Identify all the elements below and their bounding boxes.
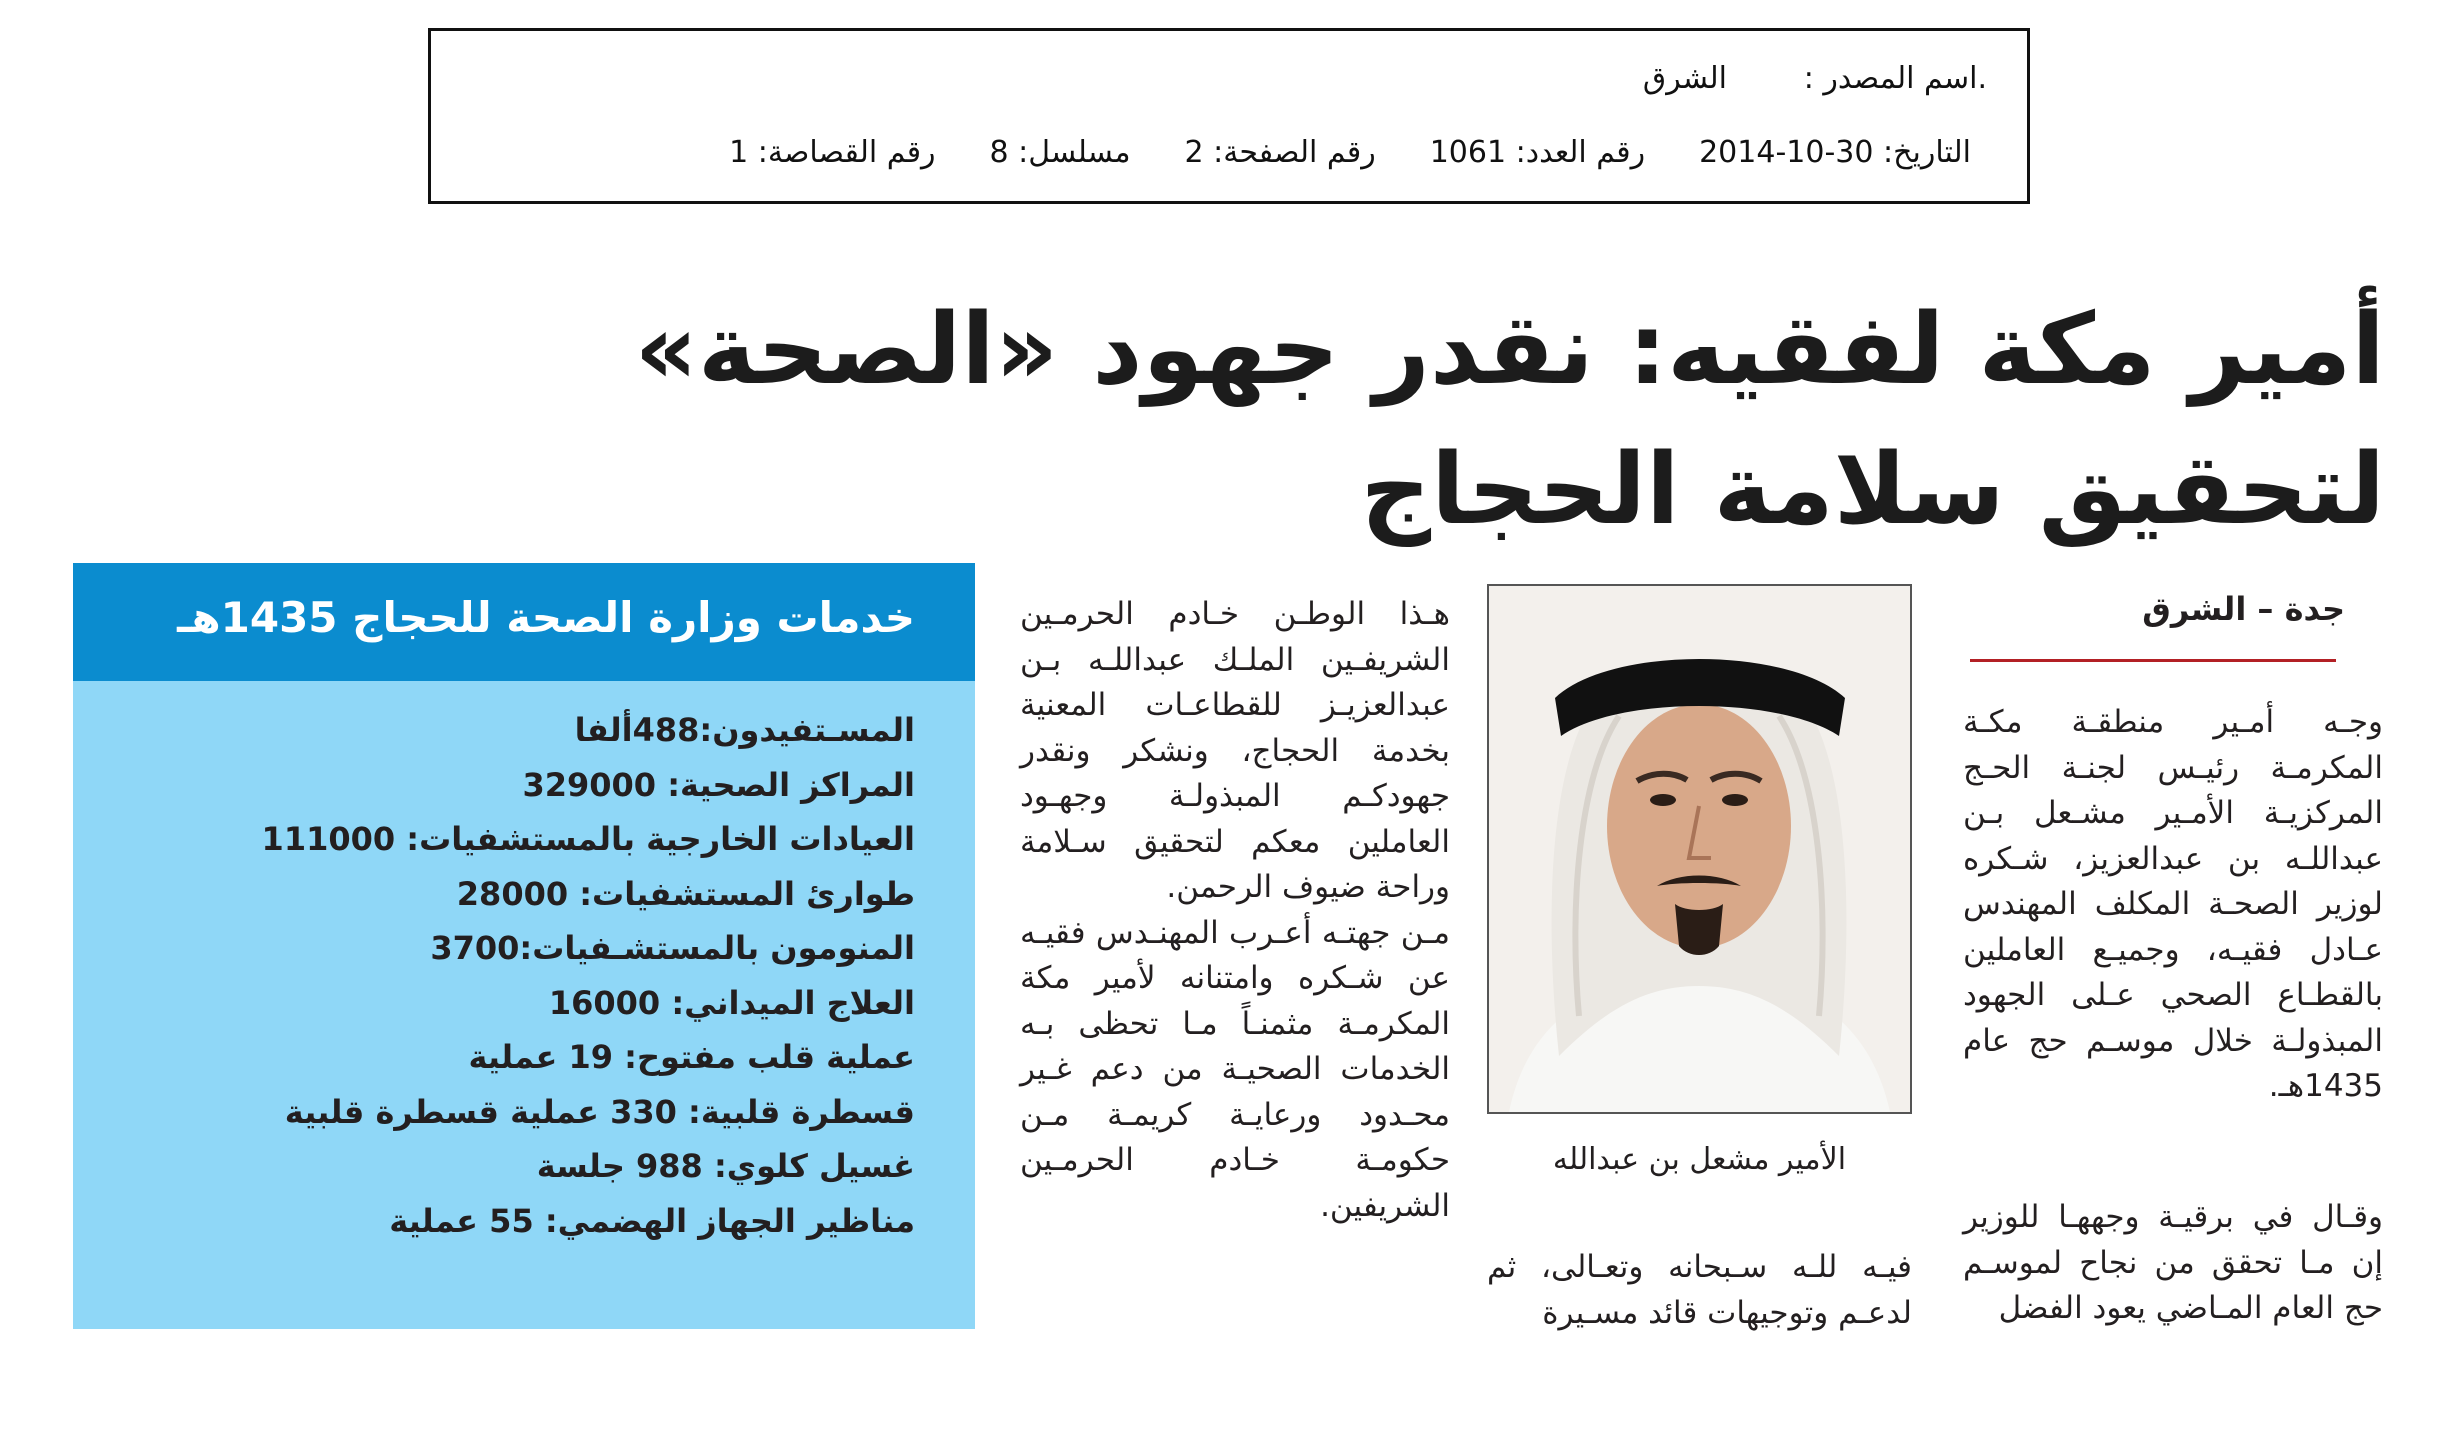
- stat-item: المنومون بالمستشـفيات:3700: [430, 929, 915, 967]
- infobox-title: خدمات وزارة الصحة للحجاج 1435هـ: [177, 593, 915, 642]
- stat-item: المراكز الصحية: 329000: [522, 765, 915, 804]
- column-2-text: فيـه للـه سـبحانه وتعـالى، ثم لدعـم وتوجيهات قائد مسـيرة: [1487, 1249, 1912, 1331]
- page-field: رقم الصفحة: 2: [1184, 135, 1376, 170]
- byline-divider: [1970, 659, 2336, 662]
- portrait-photo: [1487, 584, 1912, 1114]
- stat-item: المسـتفيدون:488ألفا: [574, 711, 915, 749]
- source-label: .اسم المصدر :: [1803, 61, 1987, 96]
- infobox-stats-list: [262, 703, 915, 1248]
- stat-item: غسيل كلوي: 988 جلسة: [536, 1147, 915, 1185]
- issue-field: رقم العدد: 1061: [1429, 135, 1646, 170]
- infobox-header: [73, 563, 975, 681]
- column-1-continued-text: وقـال في برقيـة وجههـا للوزير إن مـا تحقق من نجاح لموسـم حج العام المـاضي يعود الفضل: [1963, 1199, 2383, 1326]
- date-field: التاريخ: 30-10-2014: [1699, 135, 1971, 170]
- article-headline: أمير مكة لفقيه: نقدر جهود «الصحة» لتحقيق سلامة الحجاج: [634, 293, 2385, 547]
- column-1-text: وجـه أمـير منطقـة مكـة المكرمـة رئيـس لجنـة الحـج المركزيـة الأمـير مشـعل بـن عبداللـه بن عبدالعزيز، شـكره لوزير الصحـة المكلف المهندس عـادل فقيـه، وجميـع العاملين بالقطـاع الصحي عـلى الجهود المبذولـة خلال موسـم حج عام 1435هـ.: [1963, 704, 2383, 1104]
- stat-item: العلاج الميداني: 16000: [548, 983, 915, 1022]
- stat-item: طوارئ المستشفيات: 28000: [456, 874, 915, 913]
- stat-item: عملية قلب مفتوح: 19 عملية: [468, 1038, 915, 1076]
- source-line: [1643, 61, 1987, 96]
- metadata-row: [729, 135, 1971, 170]
- portrait-illustration: [1489, 586, 1910, 1112]
- serial-field: مسلسل: 8: [989, 135, 1131, 170]
- source-value: الشرق: [1642, 61, 1727, 96]
- column-3-text: [1020, 592, 1450, 1229]
- stat-item: العيادات الخارجية بالمستشفيات: 111000: [261, 820, 915, 858]
- stat-item: مناظير الجهاز الهضمي: 55 عملية: [389, 1201, 915, 1240]
- stat-item: قسطرة قلبية: 330 عملية قسطرة قلبية: [284, 1092, 915, 1131]
- column-3-paragraph-1: هـذا الوطـن خـادم الحرمـين الشريفـين الملـك عبداللـه بـن عبدالعزيـز للقطاعـات المعنية بخدمة الحجاج، ونشكر ونقدر جهودكـم المبذولـة وجهـود العاملين معكم لتحقيق سـلامة وراحة ضيوف الرحمن.: [1020, 596, 1450, 905]
- column-3-paragraph-2: مـن جهتـه أعـرب المهنـدس فقيـه عن شـكره وامتنانه لأمير مكة المكرمـة مثمنـاً مـا تحظى بـه الخدمات الصحيـة من دعم غـير محـدود ورعايـة كريمـة مـن حكومـة خـادم الحرمـين الشريفين.: [1020, 914, 1450, 1224]
- clip-field: رقم القصاصة: 1: [729, 135, 936, 170]
- source-metadata-box: [428, 28, 2030, 204]
- byline: جدة – الشرق: [2142, 590, 2345, 628]
- ministry-services-infobox: [73, 563, 975, 1329]
- photo-caption: الأمير مشعل بن عبدالله: [1552, 1142, 1847, 1177]
